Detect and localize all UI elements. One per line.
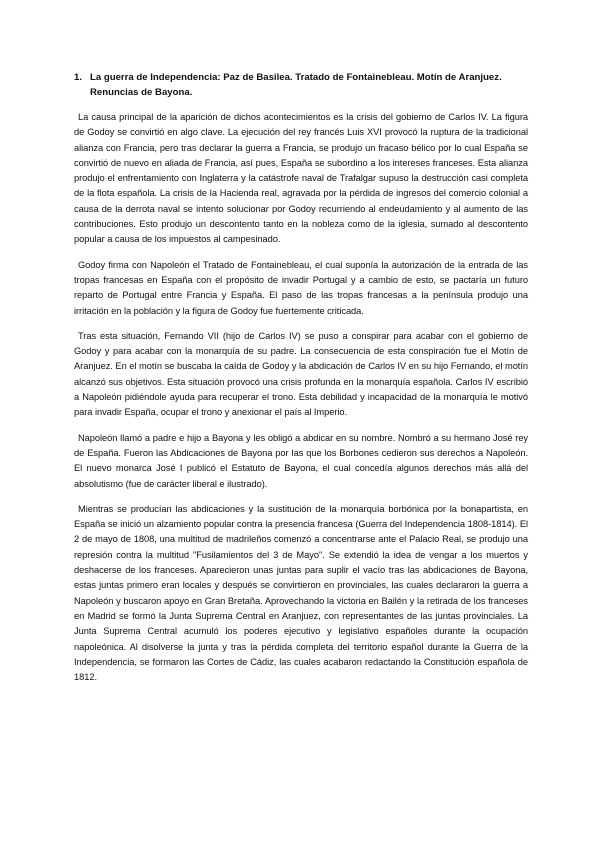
paragraph-abdicaciones-bayona: Napoleón llamó a padre e hijo a Bayona y les obligó a abdicar en su nombre. Nombró a su hermano José rey de España. Fueron las Abdicaciones de Bayona por las que los Borbones cedieron sus derechos a Napoleón. El nuevo monarca José I publicó el Estatuto de Bayona, el cual concedía algunos derechos más allá del absolutismo (fue de carácter liberal e ilustrado). (74, 432, 528, 489)
paragraph-motin-aranjuez: Tras esta situación, Fernando VII (hijo de Carlos IV) se puso a conspirar para acabar con el gobierno de Godoy y para acabar con la monarquía de su padre. La consecuencia de esta conspiración fue el Motín de Aranjuez. En el motín se buscaba la caída de Godoy y la abdicación de Carlos IV en su hijo Fernando, el motín alcanzó sus objetivos. Esta situación provocó una crisis profunda en la monarquía española. Carlos IV escribió a Napoleón pidiéndole ayuda para recuperar el trono. Esta debilidad y incapacidad de la monarquía le motivó para invadir España, ocupar el trono y anexionar el país al Imperio. (74, 330, 528, 418)
paragraph-tratado-fontainebleau: Godoy firma con Napoleón el Tratado de Fontainebleau, el cual suponía la autorización de la entrada de las tropas francesas en España con el propósito de invadir Portugal y a cambio de esto, se pactaría un futuro reparto de Portugal entre Francia y España. El paso de las tropas francesas a la península produjo una irritación en la población y la figura de Godoy fue fuertemente criticada. (74, 259, 528, 316)
section-title: La guerra de Independencia: Paz de Basilea. Tratado de Fontainebleau. Motín de Aranjuez. Renuncias de Bayona. (90, 72, 502, 98)
section-number: 1. (74, 72, 83, 83)
section-heading (74, 70, 528, 100)
paragraph-crisis-carlos-iv: La causa principal de la aparición de dichos acontecimientos es la crisis del gobierno de Carlos IV. La figura de Godoy se convirtió en algo clave. La ejecución del rey francés Luis XVI provocó la ruptura de la tradicional alianza con Francia, pero tras declarar la guerra a Francia, se produjo un fracaso bélico por lo cual España se convirtió de nuevo en aliada de Francia, así pues, España se subordino a los intereses franceses. Esta alianza produjo el enfrentamiento con Inglaterra y la catástrofe naval de Trafalgar supuso la destrucción casi completa de la flota española. La crisis de la Hacienda real, agravada por la pérdida de ingresos del comercio colonial a causa de la derrota naval se intento solucionar por Godoy recurriendo al endeudamiento y al aumento de las contribuciones. Esto produjo un descontento tanto en la nobleza como de la iglesia, sumado al descontento popular a causa de los impuestos al campesinado. (74, 112, 528, 245)
document-page (74, 70, 528, 695)
paragraph-guerra-independencia: Mientras se producían las abdicaciones y la sustitución de la monarquía borbónica por la bonapartista, en España se inició un alzamiento popular contra la presencia francesa (Guerra del Independencia 1808-1814). El 2 de mayo de 1808, una multitud de madrileños comenzó a concentrarse ante el Palacio Real, se produjo una represión contra la multitud "Fusilamientos del 3 de Mayo". Se extendió la idea de vengar a los muertos y deshacerse de los franceses. Aparecieron unas juntas para suplir el vacío tras las abdicaciones de Bayona, estas juntas primero eran locales y después se convirtieron en provinciales, las cuales declararon la guerra a Napoleón y buscaron apoyo en Gran Bretaña. Aprovechando la victoria en Bailén y la retirada de los franceses en Madrid se formó la Junta Suprema Central en Aranjuez, con representantes de las juntas provinciales. La Junta Suprema Central acumuló los poderes ejecutivo y legislativo españoles durante la ocupación napoleónica. Al disolverse la junta y tras la pérdida completa del territorio español durante la Guerra de la Independencia, se formaron las Cortes de Cádiz, las cuales acabaron redactando la Constitución española de 1812. (74, 503, 528, 683)
